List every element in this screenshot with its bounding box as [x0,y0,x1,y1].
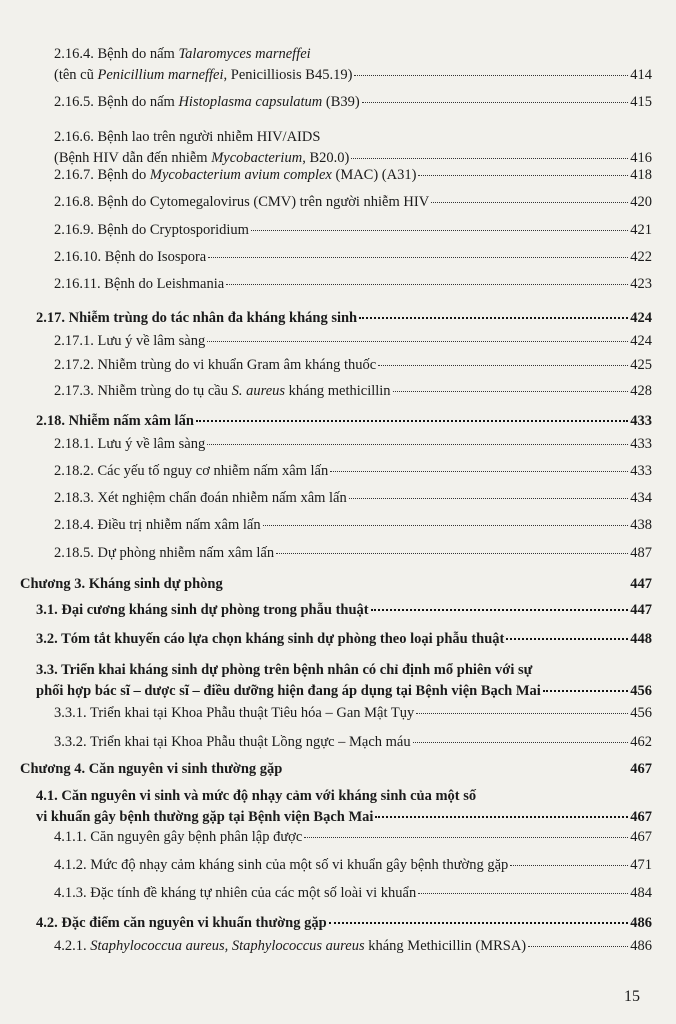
toc-title-segment: 2.17. Nhiễm trùng do tác nhân đa kháng kháng sinh [36,310,358,326]
toc-dot-leader [196,420,628,422]
toc-title-segment: phối hợp bác sĩ – dược sĩ – điều dưỡng hiện đang áp dụng tại Bệnh viện Bạch Mai [36,683,541,699]
toc-title [54,355,376,376]
toc-page-number: 486 [630,938,652,954]
toc-page-number: 462 [630,734,652,750]
toc-title-segment: 2.16.8. Bệnh do Cytomegalovirus (CMV) trên người nhiễm HIV [54,194,430,210]
toc-page-number: 434 [630,490,652,506]
toc-entry[interactable] [54,434,652,455]
toc-title-segment: Staphylococcua aureus, Staphylococcus aureus [90,938,365,954]
page-number: 15 [624,988,640,1005]
toc-title-segment: (Bệnh HIV dẫn đến nhiễm [54,150,212,166]
toc-entry[interactable] [36,913,652,934]
toc-line [36,913,652,934]
toc-page-number: 467 [630,761,652,777]
toc-line [36,807,652,828]
toc-title-segment: 4.1.2. Mức độ nhạy cảm kháng sinh của một số vi khuẩn gây bệnh thường gặp [54,857,509,873]
toc-dot-leader [263,525,629,526]
toc-line [54,247,652,268]
toc-title [54,127,320,148]
toc-title [54,65,352,86]
toc-title-segment: 2.18.5. Dự phòng nhiễm nấm xâm lấn [54,545,275,561]
toc-title-segment: 3.1. Đại cương kháng sinh dự phòng trong phẫu thuật [36,602,369,618]
toc-dot-leader [506,638,628,640]
toc-entry[interactable] [54,461,652,482]
toc-title [54,192,429,213]
toc-line [54,44,652,65]
toc-page-number: 487 [630,545,652,561]
toc-title [54,331,205,352]
toc-dot-leader [362,102,629,103]
toc-page-number: 424 [630,333,652,349]
toc-line [54,92,652,113]
toc-title [54,434,205,455]
toc-line [54,936,652,957]
toc-dot-leader [349,498,629,499]
toc-title [54,165,416,186]
toc-dot-leader [378,365,628,366]
toc-dot-leader [207,341,628,342]
toc-title-segment: 2.18.4. Điều trị nhiễm nấm xâm lấn [54,517,261,533]
toc-title-segment: Histoplasma capsulatum [178,94,323,110]
toc-title-segment: 2.16.11. Bệnh do Leishmania [54,276,225,292]
toc-entry[interactable] [54,127,652,169]
toc-dot-leader [418,893,628,894]
toc-entry[interactable] [54,192,652,213]
toc-page-number: 418 [630,167,652,183]
toc-entry[interactable] [36,660,652,702]
toc-line [54,127,652,148]
toc-line [54,192,652,213]
toc-entry[interactable] [54,220,652,241]
toc-entry[interactable] [54,274,652,295]
toc-title [36,308,357,329]
toc-title [54,732,411,753]
toc-dot-leader [375,816,628,818]
toc-line [36,308,652,329]
toc-line [54,543,652,564]
toc-entry[interactable] [54,247,652,268]
toc-entry[interactable] [54,855,652,876]
toc-title-segment: 2.18.3. Xét nghiệm chẩn đoán nhiễm nấm xâm lấn [54,490,347,506]
toc-title [54,703,414,724]
toc-title-segment: 2.18.1. Lưu ý về lâm sàng [54,436,206,452]
toc-page-number: 423 [630,276,652,292]
toc-title [20,759,282,780]
toc-line [54,461,652,482]
toc-title-segment: 3.2. Tóm tắt khuyến cáo lựa chọn kháng sinh dự phòng theo loại phẫu thuật [36,631,505,647]
toc-line [36,660,652,681]
toc-title [54,488,347,509]
toc-page-number: 424 [630,310,652,326]
toc-title-segment: 4.1.1. Căn nguyên gây bệnh phân lập được [54,829,303,845]
toc-title-segment: 2.17.2. Nhiễm trùng do vi khuẩn Gram âm kháng thuốc [54,357,377,373]
toc-dot-leader [371,609,629,611]
toc-page-number: 433 [630,436,652,452]
toc-dot-leader [359,317,628,319]
toc-entry[interactable] [54,165,652,186]
toc-entry[interactable] [54,488,652,509]
toc-page-number: 438 [630,517,652,533]
toc-line [54,355,652,376]
toc-entry[interactable] [54,703,652,724]
toc-entry[interactable] [54,827,652,848]
toc-page-number: 422 [630,249,652,265]
toc-title-segment: 3.3.1. Triển khai tại Khoa Phẫu thuật Tiêu hóa – Gan Mật Tụy [54,705,415,721]
toc-title [54,827,302,848]
toc-title-segment: 2.16.9. Bệnh do Cryptosporidium [54,222,249,238]
toc-title-segment: 2.16.7. Bệnh do [54,167,150,183]
toc-title [36,600,369,621]
toc-line [20,574,652,595]
toc-line [54,65,652,86]
toc-title-segment: (MAC) (A31) [331,167,417,183]
toc-entry[interactable] [36,308,652,329]
toc-title [54,274,224,295]
toc-title-segment: 4.2.1. [54,938,91,954]
toc-line [54,827,652,848]
toc-entry[interactable] [36,411,652,432]
toc-title [54,515,261,536]
toc-title-segment: Talaromyces marneffei [178,46,311,62]
toc-title-segment: Chương 3. Kháng sinh dự phòng [20,576,223,592]
toc-title-segment: Chương 4. Căn nguyên vi sinh thường gặp [20,761,283,777]
toc-line [36,411,652,432]
toc-dot-leader [354,75,628,76]
toc-title [54,381,391,402]
toc-line [54,220,652,241]
toc-title [36,807,373,828]
toc-line [54,331,652,352]
toc-line [54,488,652,509]
toc-dot-leader [418,175,628,176]
toc-title-segment: 2.16.4. Bệnh do nấm [54,46,179,62]
toc-title [54,44,311,65]
toc-title [36,660,532,681]
toc-title-segment: 3.3.2. Triển khai tại Khoa Phẫu thuật Lồng ngực – Mạch máu [54,734,411,750]
toc-line [54,381,652,402]
toc-title-segment: 2.16.10. Bệnh do Isospora [54,249,207,265]
toc-title-segment: , B20.0) [302,150,350,166]
toc-title-segment: kháng methicillin [285,383,391,399]
toc-title [54,936,526,957]
toc-line [54,703,652,724]
toc-entry[interactable] [36,786,652,828]
toc-page-number: 467 [630,829,652,845]
toc-entry[interactable] [36,600,652,621]
toc-page-number: 448 [630,631,652,647]
toc-title [54,92,360,113]
toc-entry[interactable] [54,936,652,957]
toc-page-number: 484 [630,885,652,901]
toc-page-number: 467 [630,809,652,825]
toc-title-segment: (B39) [322,94,360,110]
toc-page-number: 420 [630,194,652,210]
toc-dot-leader [251,230,628,231]
toc-title-segment: , Penicilliosis B45.19) [223,67,353,83]
toc-title-segment: 3.3. Triển khai kháng sinh dự phòng trên bệnh nhân có chỉ định mổ phiên với sự [36,662,533,678]
toc-page-number: 416 [630,150,652,166]
toc-entry[interactable] [54,381,652,402]
toc-title-segment: 2.18. Nhiễm nấm xâm lấn [36,413,194,429]
toc-dot-leader [393,391,629,392]
toc-title-segment: kháng Methicillin (MRSA) [364,938,527,954]
toc-line [36,629,652,650]
toc-dot-leader [416,713,628,714]
toc-title [36,786,476,807]
toc-page-number: 425 [630,357,652,373]
toc-page-number: 447 [630,602,652,618]
toc-page-number: 456 [630,683,652,699]
toc-title-segment: Mycobacterium [211,150,303,166]
toc-page-number: 471 [630,857,652,873]
toc-page-number: 433 [630,463,652,479]
toc-title-segment: 2.16.6. Bệnh lao trên người nhiễm HIV/AIDS [54,129,321,145]
toc-title-segment: 2.18.2. Các yếu tố nguy cơ nhiễm nấm xâm lấn [54,463,329,479]
toc-title-segment: (tên cũ [54,67,98,83]
toc-entry[interactable] [20,574,652,595]
toc-dot-leader [226,284,628,285]
toc-dot-leader [543,690,628,692]
toc-title-segment: S. aureus [231,383,286,399]
toc-entry[interactable] [54,515,652,536]
toc-title-segment: 4.1.3. Đặc tính đề kháng tự nhiên của các một số loài vi khuẩn [54,885,417,901]
toc-page-number: 415 [630,94,652,110]
toc-dot-leader [207,444,628,445]
toc-page-number: 456 [630,705,652,721]
toc-page-number: 486 [630,915,652,931]
toc-line [20,759,652,780]
toc-page-number: 447 [630,576,652,592]
toc-title [54,247,206,268]
toc-entry[interactable] [54,44,652,86]
toc-title-segment: Penicillium marneffei [97,67,224,83]
toc-entry[interactable] [54,355,652,376]
toc-entry[interactable] [54,92,652,113]
toc-title [36,629,504,650]
toc-line [36,600,652,621]
toc-entry[interactable] [54,732,652,753]
toc-title-segment: vi khuẩn gây bệnh thường gặp tại Bệnh viện Bạch Mai [36,809,374,825]
toc-title [36,913,327,934]
toc-line [54,274,652,295]
toc-line [54,434,652,455]
toc-dot-leader [330,471,628,472]
toc-title-segment: 4.1. Căn nguyên vi sinh và mức độ nhạy cảm với kháng sinh của một số [36,788,477,804]
toc-dot-leader [413,742,629,743]
toc-title [54,461,328,482]
toc-entry[interactable] [54,331,652,352]
toc-title [54,883,416,904]
toc-page-number: 433 [630,413,652,429]
toc-title-segment: 2.17.1. Lưu ý về lâm sàng [54,333,206,349]
toc-entry[interactable] [36,629,652,650]
toc-dot-leader [276,553,628,554]
toc-page-number: 428 [630,383,652,399]
toc-line [54,515,652,536]
toc-title [54,855,508,876]
toc-dot-leader [528,946,628,947]
toc-title [36,681,541,702]
toc-dot-leader [304,837,628,838]
toc-title [36,411,194,432]
toc-dot-leader [510,865,628,866]
toc-line [54,855,652,876]
toc-title-segment: Mycobacterium avium complex [149,167,332,183]
toc-dot-leader [351,158,628,159]
toc-entry[interactable] [54,543,652,564]
toc-dot-leader [329,922,629,924]
toc-page-number: 414 [630,67,652,83]
toc-title [54,543,274,564]
toc-line [54,732,652,753]
toc-dot-leader [208,257,628,258]
toc-entry[interactable] [20,759,652,780]
toc-entry[interactable] [54,883,652,904]
toc-page-number: 421 [630,222,652,238]
toc-line [36,786,652,807]
toc-title-segment: 2.17.3. Nhiễm trùng do tụ cầu [54,383,232,399]
toc-title [20,574,223,595]
toc-dot-leader [431,202,628,203]
toc-title-segment: 4.2. Đặc điểm căn nguyên vi khuẩn thường gặp [36,915,327,931]
toc-title-segment: 2.16.5. Bệnh do nấm [54,94,179,110]
toc-line [36,681,652,702]
toc-line [54,883,652,904]
toc-line [54,165,652,186]
toc-title [54,220,249,241]
